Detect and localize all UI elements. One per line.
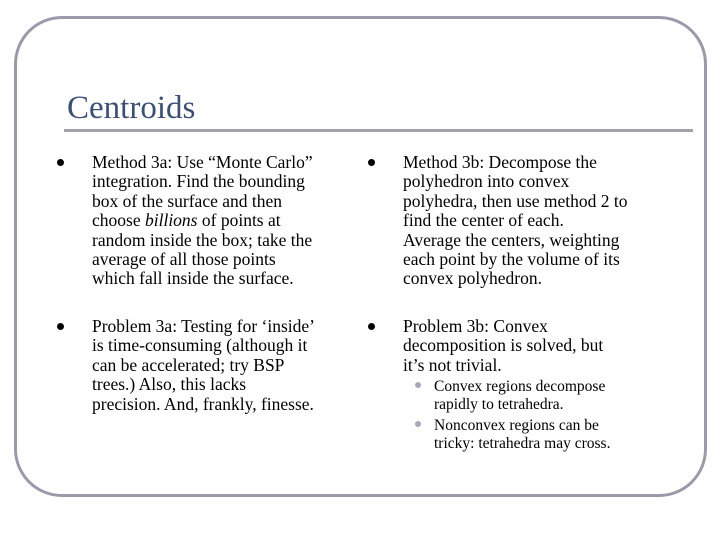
text-line: integration. Find the bounding	[92, 171, 305, 192]
text-line: average of all those points	[92, 249, 276, 270]
text-line: precision. And, frankly, finesse.	[92, 393, 314, 414]
sub-bullet-icon	[415, 382, 421, 388]
text-line: find the center of each.	[403, 210, 564, 231]
method-3a-text	[92, 153, 313, 289]
text-line: polyhedron into convex	[403, 171, 570, 192]
text-line: Nonconvex regions can be	[434, 417, 599, 434]
text-line: Average the centers, weighting	[403, 229, 620, 250]
text-line: Method 3b: Decompose the	[403, 152, 597, 172]
text-line: Convex regions decompose	[434, 378, 606, 395]
text-line: Method 3a: Use “Monte Carlo”	[92, 152, 313, 172]
text-line: convex polyhedron.	[403, 268, 542, 289]
text-line: tricky: tetrahedra may cross.	[434, 434, 611, 452]
sub-item-convex	[434, 378, 605, 413]
slide-title: Centroids	[67, 90, 196, 126]
text-line	[92, 211, 313, 230]
text-line: is time-consuming (although it	[92, 335, 308, 356]
text-line: Problem 3a: Testing for ‘inside’	[92, 316, 315, 336]
title-divider	[64, 129, 693, 132]
bullet-icon	[57, 323, 64, 330]
sub-item-nonconvex	[434, 417, 610, 452]
text-fragment: of points at	[197, 210, 281, 231]
text-line: random inside the box; take the	[92, 229, 313, 250]
text-line: can be accelerated; try BSP	[92, 354, 285, 375]
sub-bullet-icon	[415, 421, 421, 427]
text-line: it’s not trivial.	[403, 354, 502, 375]
text-line: trees.) Also, this lacks	[92, 374, 247, 395]
text-line: box of the surface and then	[92, 190, 282, 211]
bullet-icon	[57, 159, 64, 166]
text-line: polyhedra, then use method 2 to	[403, 190, 628, 211]
text-line: Problem 3b: Convex	[403, 316, 548, 336]
bullet-icon	[368, 323, 375, 330]
bullet-icon	[368, 159, 375, 166]
text-line: decomposition is solved, but	[403, 335, 604, 356]
text-line: rapidly to tetrahedra.	[434, 395, 564, 413]
method-3b-text	[403, 153, 628, 289]
text-line: each point by the volume of its	[403, 249, 620, 270]
problem-3b-text	[403, 317, 603, 375]
text-fragment: choose	[92, 210, 145, 231]
problem-3a-text	[92, 317, 315, 414]
text-line: which fall inside the surface.	[92, 268, 294, 289]
emphasis-billions: billions	[144, 210, 198, 231]
